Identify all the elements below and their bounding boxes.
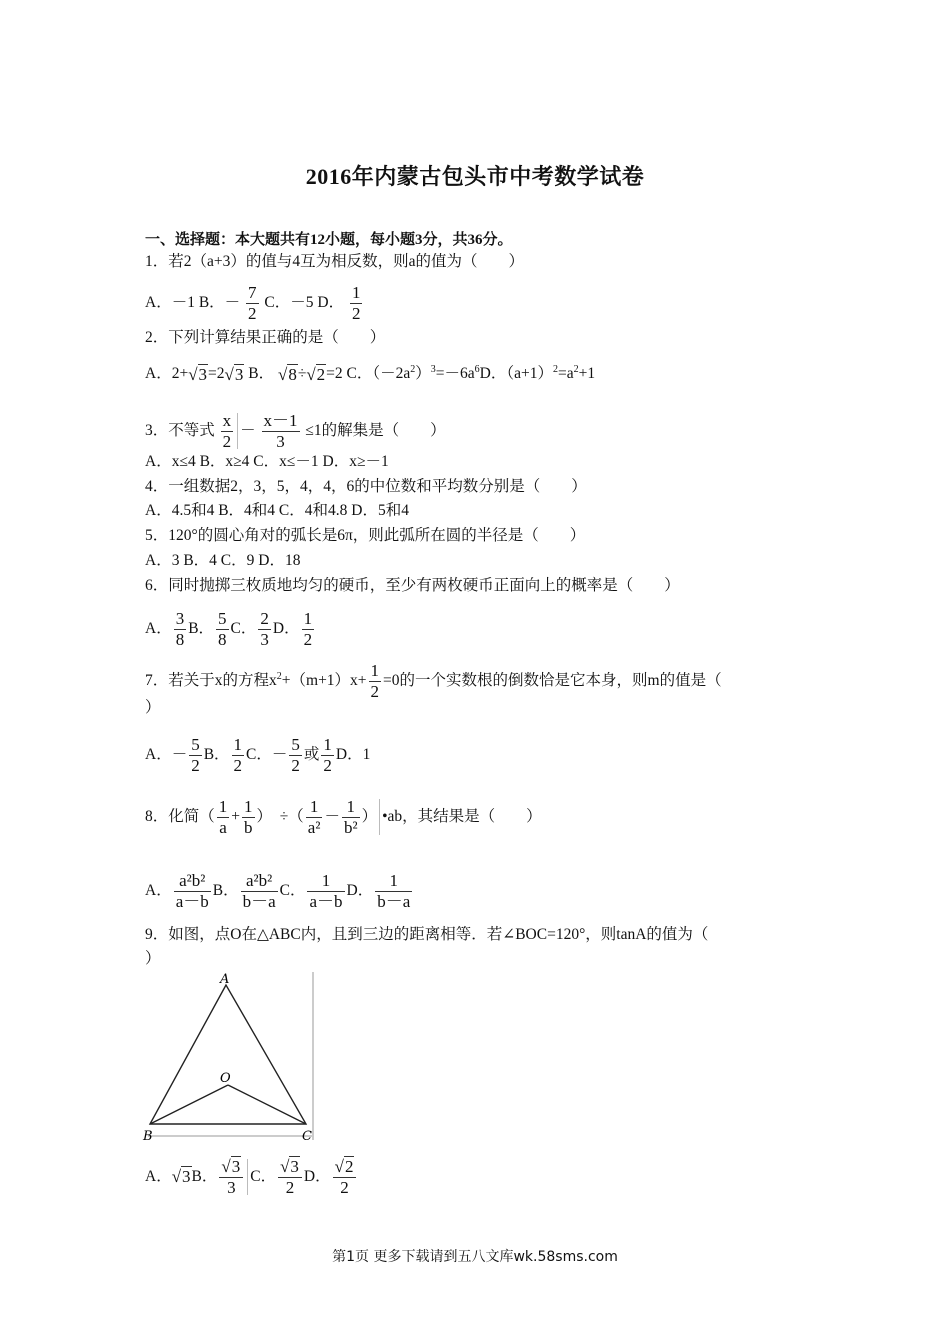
- superscript: 3: [430, 364, 436, 375]
- fraction-denominator: 3: [276, 431, 285, 451]
- sqrt-symbol: √8: [277, 364, 297, 384]
- q6-option-c: C．: [230, 619, 257, 637]
- minus-sign: －: [324, 807, 340, 825]
- q1-options: [145, 284, 364, 323]
- q9-option-d: D．: [303, 1167, 331, 1185]
- superscript: 6: [474, 364, 480, 375]
- q6-option-d: D．: [272, 619, 300, 637]
- minus-sign: －: [240, 421, 256, 439]
- sqrt-symbol: √3: [171, 1167, 191, 1187]
- fraction-numerator: 1: [218, 797, 228, 816]
- q8-option-c: C．: [279, 881, 306, 899]
- q9-b-fraction: [219, 1158, 243, 1197]
- radicand: 3: [231, 1157, 241, 1176]
- fraction-denominator: a²: [307, 817, 321, 837]
- q2-c-result: =－6a: [435, 365, 475, 383]
- superscript: 2: [573, 364, 579, 375]
- fraction-denominator: a－b: [175, 891, 209, 911]
- q7-continuation: ）: [145, 699, 161, 716]
- q7-or: 或: [303, 745, 320, 763]
- q7-stem: [145, 662, 722, 701]
- q2-stem: 2．下列计算结果正确的是（ ）: [145, 329, 386, 346]
- sqrt-symbol: √3: [224, 364, 244, 384]
- label-o: O: [220, 1071, 231, 1086]
- q8-stem: [145, 798, 542, 837]
- close-paren: ）: [256, 807, 273, 825]
- fraction-denominator: 2: [303, 629, 313, 649]
- fraction-numerator: a²b²: [179, 871, 206, 890]
- q7-fraction: [369, 662, 382, 701]
- radicand: 3: [234, 364, 244, 384]
- fraction-denominator: 3: [260, 629, 269, 649]
- q1-d-fraction: [350, 284, 363, 323]
- q9-d-fraction: [333, 1158, 357, 1197]
- plus-sign: +: [231, 807, 241, 825]
- fraction-numerator: 1: [233, 735, 243, 754]
- q9-option-a: A．: [145, 1167, 172, 1185]
- q8-b-fraction: [241, 872, 278, 911]
- q9-option-b: B．: [191, 1167, 218, 1185]
- fraction-denominator: 2: [233, 755, 243, 775]
- q1-option-a: A．－1 B．－: [145, 293, 241, 311]
- q2-a-equals: =2: [208, 365, 225, 383]
- q1-stem: 1．若2（a+3）的值与4互为相反数，则a的值为（ ）: [145, 253, 525, 270]
- q3-fraction-1: [221, 412, 234, 451]
- q9-options: [145, 1158, 358, 1197]
- fraction-numerator: 1: [303, 609, 313, 628]
- triangle-figure: [140, 968, 320, 1148]
- q9-stem: 9．如图，点O在△ABC内，且到三边的距离相等．若∠BOC=120°，则tanA的值为（: [145, 926, 709, 943]
- fraction-numerator: 2: [260, 609, 269, 628]
- q8-fraction-3: [306, 798, 323, 837]
- q9-c-fraction: [278, 1158, 302, 1197]
- fraction-denominator: 8: [218, 629, 227, 649]
- divide-open: ÷（: [279, 807, 304, 825]
- q3-fraction-2: [262, 412, 300, 451]
- fraction-numerator: √2: [334, 1157, 354, 1176]
- q8-fraction-2: [242, 798, 255, 837]
- q8-option-b: B．: [212, 881, 239, 899]
- fraction-numerator: 7: [248, 283, 257, 302]
- q8-suffix: •ab，其结果是（ ）: [382, 807, 542, 825]
- q4-options: A．4.5和4 B．4和4 C．4和4.8 D．5和4: [145, 502, 409, 519]
- q7-option-a: A．－: [145, 745, 188, 763]
- fraction-denominator: a－b: [309, 891, 343, 911]
- q7-suffix: =0的一个实数根的倒数恰是它本身，则m的值是（: [383, 671, 722, 689]
- fraction-numerator: 1: [323, 735, 332, 754]
- page-footer: 第1页 更多下载请到五八文库wk.58sms.com: [332, 1249, 618, 1265]
- q8-prefix: 8．化简（: [145, 807, 215, 825]
- q3-stem: [145, 412, 446, 451]
- fraction-denominator: 2: [285, 1177, 295, 1197]
- fraction-denominator: 3: [227, 1177, 236, 1197]
- page-title: 2016年内蒙古包头市中考数学试卷: [305, 164, 645, 189]
- radicand: 3: [198, 364, 208, 384]
- q7-c-fraction: [289, 736, 302, 775]
- superscript: 2: [276, 670, 282, 682]
- fraction-denominator: a: [219, 817, 227, 837]
- fraction-numerator: √3: [280, 1157, 299, 1176]
- radicand: 8: [288, 364, 297, 384]
- sqrt-symbol: √3: [188, 364, 208, 384]
- label-a: A: [220, 972, 230, 987]
- fraction-numerator: 5: [291, 735, 300, 754]
- q2-option-c: =2 C．（－2a: [326, 365, 411, 383]
- q6-d-fraction: [302, 610, 315, 649]
- fraction-denominator: b²: [343, 817, 358, 837]
- sqrt-symbol: √2: [306, 364, 326, 384]
- q6-stem: 6．同时抛掷三枚质地均匀的硬币，至少有两枚硬币正面向上的概率是（ ）: [145, 577, 680, 594]
- superscript: 2: [552, 364, 558, 375]
- q2-d-result: =a: [557, 365, 574, 383]
- fraction-numerator: 1: [389, 871, 398, 890]
- fraction-numerator: 1: [370, 661, 380, 680]
- q6-option-a: A．: [145, 619, 172, 637]
- divide-sign: ÷: [297, 365, 307, 383]
- image-edge: [247, 1159, 248, 1195]
- q3-suffix: ≤1的解集是（ ）: [305, 421, 446, 439]
- fraction-denominator: 2: [340, 1177, 349, 1197]
- fraction-numerator: x－1: [263, 411, 298, 430]
- q6-a-fraction: [174, 610, 187, 649]
- q7-a-fraction: [189, 736, 202, 775]
- fraction-denominator: b－a: [377, 891, 411, 911]
- fraction-numerator: 1: [244, 797, 253, 816]
- q2-d-end: +1: [578, 365, 596, 383]
- q3-options: A．x≤4 B．x≥4 C．x≤－1 D．x≥－1: [145, 453, 389, 470]
- fraction-numerator: √3: [221, 1157, 241, 1176]
- q2-c-paren: ）: [415, 365, 431, 383]
- fraction-denominator: 2: [248, 303, 257, 323]
- q6-c-fraction: [258, 610, 271, 649]
- q6-options: [145, 610, 316, 649]
- q9-option-c: C．: [250, 1167, 277, 1185]
- fraction-denominator: 2: [291, 755, 300, 775]
- q2-option-a: A．2+: [145, 365, 189, 383]
- q8-fraction-4: [342, 798, 360, 837]
- q8-a-fraction: [174, 872, 211, 911]
- fraction-denominator: 2: [222, 431, 232, 451]
- image-edge: [237, 413, 238, 449]
- q2-option-d: D．（a+1）: [479, 365, 553, 383]
- label-b: B: [143, 1129, 153, 1144]
- fraction-numerator: 1: [346, 797, 356, 816]
- fraction-denominator: b: [244, 817, 253, 837]
- q8-option-a: A．: [145, 881, 172, 899]
- q7-option-b: B．: [203, 745, 230, 763]
- close-paren: ）: [361, 807, 378, 825]
- q7-options: [145, 736, 370, 775]
- fraction-denominator: 2: [191, 755, 200, 775]
- fraction-denominator: 2: [351, 303, 361, 323]
- q5-options: A．3 B．4 C．9 D．18: [145, 552, 301, 569]
- q4-stem: 4．一组数据2，3，5，4，4，6的中位数和平均数分别是（ ）: [145, 478, 587, 495]
- q8-options: [145, 872, 414, 911]
- q1-b-fraction: [246, 284, 259, 323]
- radicand: 3: [182, 1167, 191, 1187]
- q5-stem: 5．120°的圆心角对的弧长是6π，则此弧所在圆的半径是（ ）: [145, 527, 586, 544]
- q8-fraction-1: [217, 798, 230, 837]
- fraction-numerator: 1: [351, 283, 361, 302]
- q7-option-c: C．－: [246, 745, 288, 763]
- fraction-denominator: 2: [370, 681, 380, 701]
- image-edge: [379, 799, 380, 835]
- fraction-denominator: 2: [323, 755, 332, 775]
- q8-option-d: D．: [346, 881, 374, 899]
- q7-option-d: D．1: [335, 745, 371, 763]
- q7-middle: +（m+1）x+: [281, 671, 367, 689]
- q6-option-b: B．: [188, 619, 215, 637]
- section-heading: 一、选择题：本大题共有12小题，每小题3分，共36分。: [145, 232, 513, 248]
- fraction-numerator: x: [222, 411, 232, 430]
- fraction-numerator: 3: [175, 609, 185, 628]
- q7-prefix: 7．若关于x的方程x: [145, 671, 277, 689]
- q8-c-fraction: [307, 872, 344, 911]
- q7-b-fraction: [232, 736, 245, 775]
- q2-option-b: B．: [248, 365, 275, 383]
- triangle-abc: [150, 985, 306, 1124]
- fraction-numerator: 5: [191, 735, 200, 754]
- radicand: 2: [316, 364, 326, 384]
- fraction-denominator: 8: [175, 629, 185, 649]
- fraction-numerator: 1: [321, 871, 331, 890]
- q3-prefix: 3．不等式: [145, 421, 215, 439]
- fraction-numerator: a²b²: [245, 871, 273, 890]
- superscript: 2: [410, 364, 416, 375]
- label-c: C: [302, 1129, 312, 1144]
- q9-continuation: ）: [145, 950, 161, 967]
- radicand: 3: [290, 1157, 299, 1176]
- q7-c2-fraction: [321, 736, 334, 775]
- q8-d-fraction: [375, 872, 412, 911]
- q6-b-fraction: [216, 610, 229, 649]
- fraction-denominator: b－a: [242, 891, 276, 911]
- radicand: 2: [344, 1157, 354, 1176]
- q1-option-c: C．－5 D．: [264, 293, 345, 311]
- fraction-numerator: 1: [309, 797, 319, 816]
- segment-bo: [150, 1085, 228, 1124]
- fraction-numerator: 5: [218, 609, 227, 628]
- q2-options: [145, 360, 595, 385]
